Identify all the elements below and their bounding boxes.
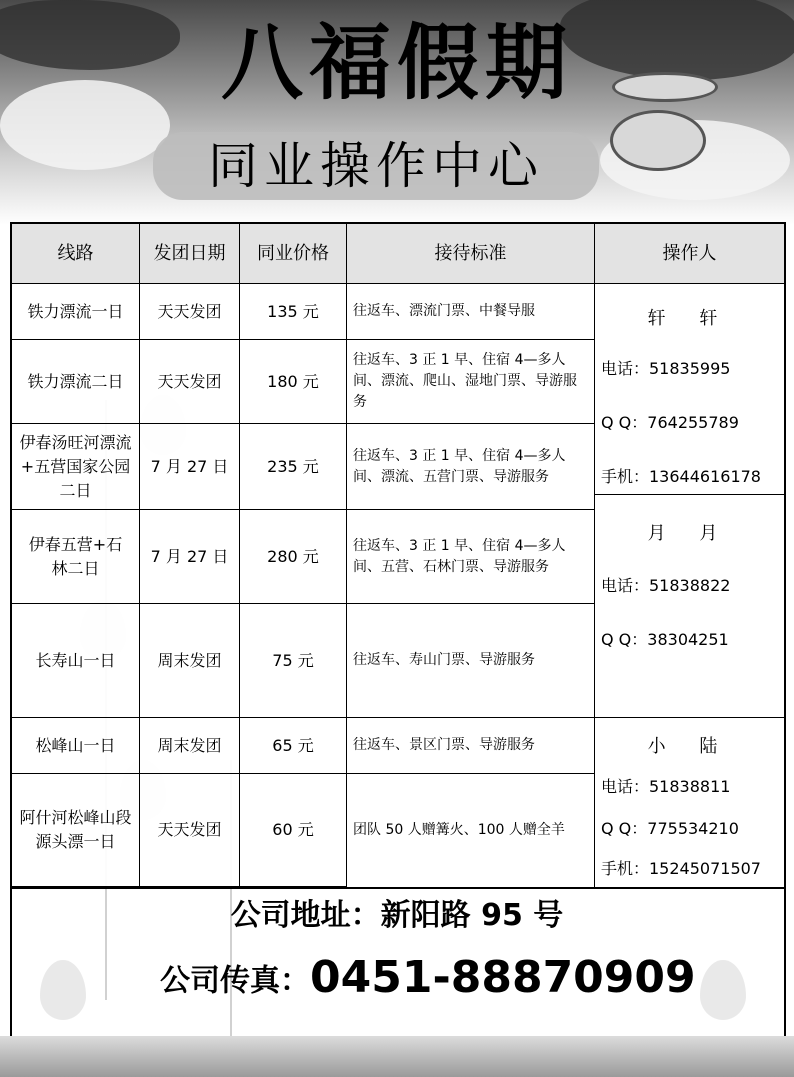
date-cell: 周末发团 bbox=[140, 718, 240, 774]
operator-phone: 电话：51838822 bbox=[601, 576, 731, 595]
route-cell: 伊春汤旺河漂流+五营国家公园二日 bbox=[12, 424, 140, 510]
bottom-landscape bbox=[0, 1036, 794, 1077]
operator-name: 小 陆 bbox=[647, 736, 732, 757]
route-cell: 铁力漂流二日 bbox=[12, 340, 140, 424]
route-cell: 阿什河松峰山段源头漂一日 bbox=[12, 774, 140, 887]
route-cell: 伊春五营+石林二日 bbox=[12, 510, 140, 604]
company-fax bbox=[160, 952, 696, 1003]
operator-qq: Q Q：775534210 bbox=[601, 819, 739, 838]
fax-number: 0451-88870909 bbox=[310, 952, 696, 1003]
operator-qq: Q Q：38304251 bbox=[601, 630, 729, 649]
route-cell: 铁力漂流一日 bbox=[12, 284, 140, 340]
price-cell: 180 元 bbox=[240, 340, 347, 424]
price-cell: 75 元 bbox=[240, 604, 347, 718]
operator-card bbox=[595, 284, 784, 495]
standard-cell: 往返车、寿山门票、导游服务 bbox=[347, 604, 595, 718]
standard-cell: 往返车、漂流门票、中餐导服 bbox=[347, 284, 595, 340]
standard-cell: 团队 50 人赠篝火、100 人赠全羊 bbox=[347, 774, 595, 887]
operator-mobile: 手机：13644616178 bbox=[601, 467, 761, 486]
operator-mobile: 手机：15245071507 bbox=[601, 859, 761, 878]
route-cell: 长寿山一日 bbox=[12, 604, 140, 718]
date-cell: 天天发团 bbox=[140, 774, 240, 887]
date-cell: 周末发团 bbox=[140, 604, 240, 718]
column-header: 线路 bbox=[12, 224, 140, 284]
price-cell: 280 元 bbox=[240, 510, 347, 604]
operator-card bbox=[595, 495, 784, 718]
operator-card bbox=[595, 718, 784, 887]
company-address: 公司地址：新阳路 95 号 bbox=[230, 898, 564, 933]
operator-qq: Q Q：764255789 bbox=[601, 413, 739, 432]
poster-title: 八福假期 bbox=[220, 16, 573, 111]
fax-label: 公司传真： bbox=[160, 963, 310, 999]
operator-name: 轩 轩 bbox=[647, 308, 732, 329]
standard-cell: 往返车、景区门票、导游服务 bbox=[347, 718, 595, 774]
column-header: 同业价格 bbox=[240, 224, 347, 284]
operator-name: 月 月 bbox=[647, 523, 732, 544]
date-cell: 7 月 27 日 bbox=[140, 510, 240, 604]
column-header: 操作人 bbox=[595, 224, 784, 284]
route-table bbox=[10, 222, 786, 889]
route-cell: 松峰山一日 bbox=[12, 718, 140, 774]
price-cell: 60 元 bbox=[240, 774, 347, 887]
price-cell: 235 元 bbox=[240, 424, 347, 510]
operator-phone: 电话：51835995 bbox=[601, 359, 731, 378]
operator-phone: 电话：51838811 bbox=[601, 777, 731, 796]
poster-subtitle: 同业操作中心 bbox=[208, 137, 544, 195]
column-header: 发团日期 bbox=[140, 224, 240, 284]
date-cell: 天天发团 bbox=[140, 284, 240, 340]
date-cell: 天天发团 bbox=[140, 340, 240, 424]
standard-cell: 往返车、3 正 1 早、住宿 4—多人间、五营、石林门票、导游服务 bbox=[347, 510, 595, 604]
price-cell: 135 元 bbox=[240, 284, 347, 340]
price-cell: 65 元 bbox=[240, 718, 347, 774]
date-cell: 7 月 27 日 bbox=[140, 424, 240, 510]
standard-cell: 往返车、3 正 1 早、住宿 4—多人间、漂流、五营门票、导游服务 bbox=[347, 424, 595, 510]
standard-cell: 往返车、3 正 1 早、住宿 4—多人间、漂流、爬山、湿地门票、导游服务 bbox=[347, 340, 595, 424]
raft-shape bbox=[610, 110, 706, 171]
column-header: 接待标准 bbox=[347, 224, 595, 284]
